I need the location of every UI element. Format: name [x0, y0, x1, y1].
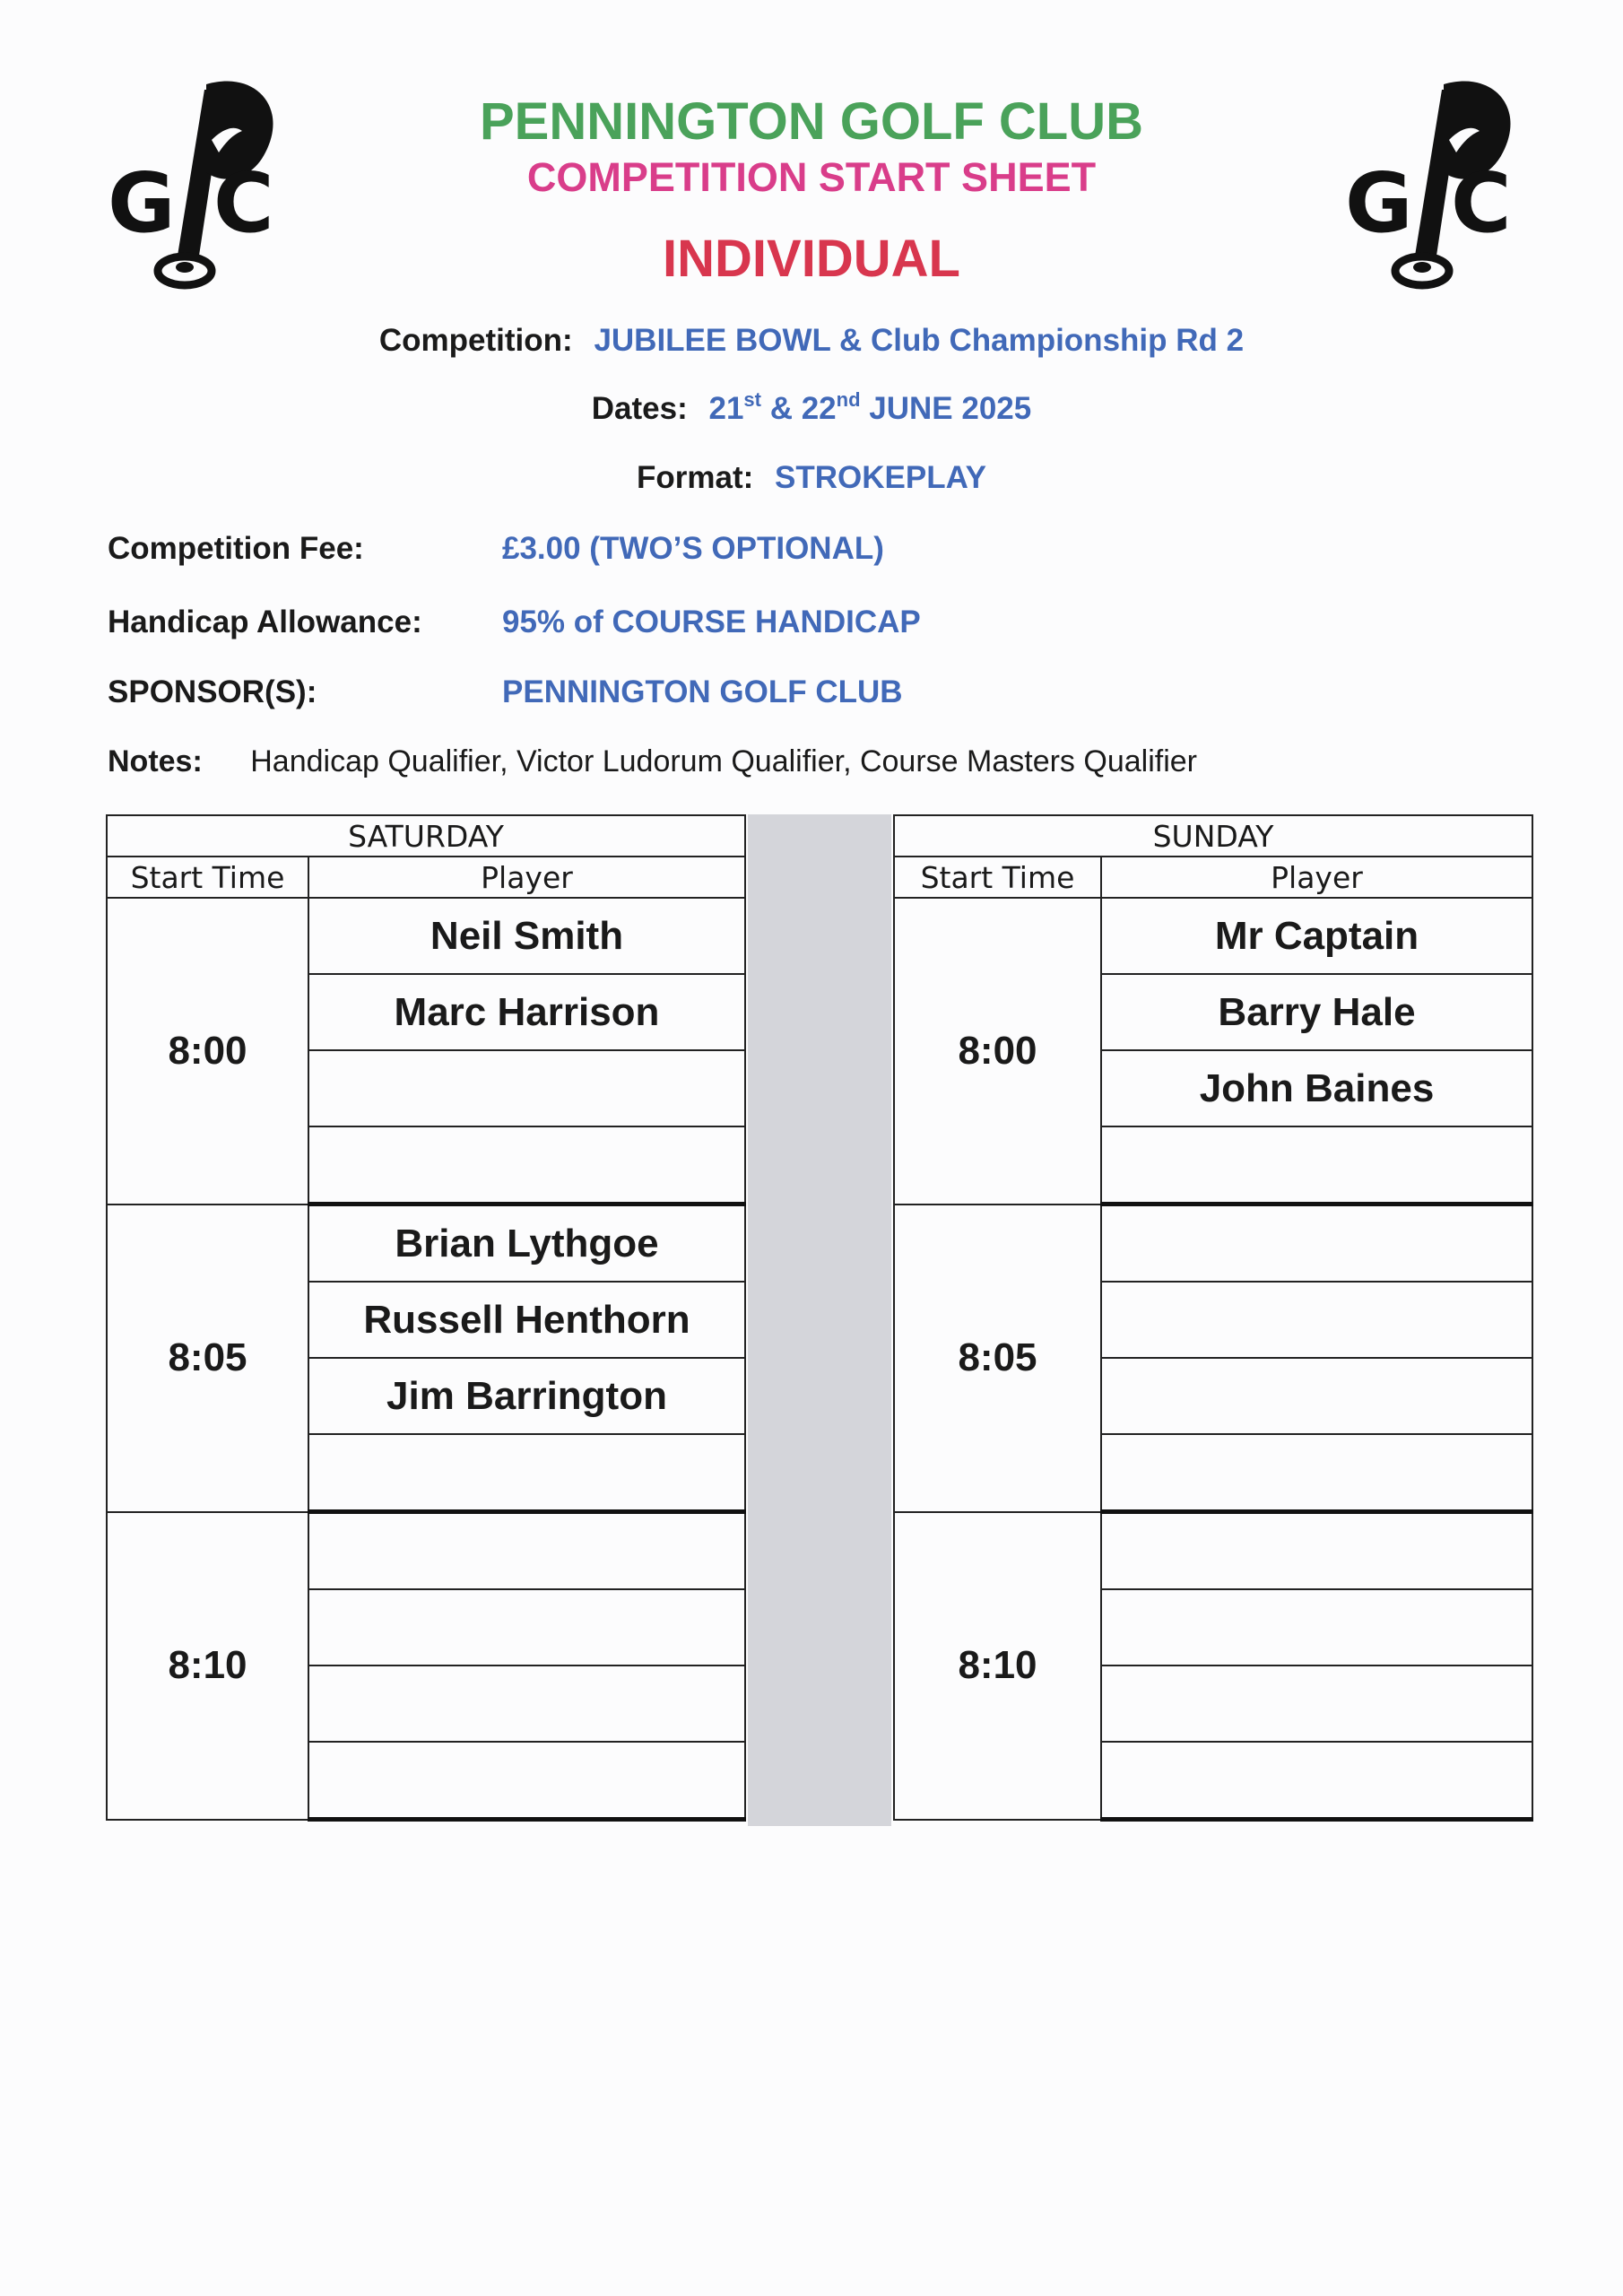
player-slot — [308, 1050, 745, 1126]
day-heading: SATURDAY — [107, 815, 745, 857]
player-slot — [1101, 1512, 1532, 1590]
format-row — [0, 460, 1623, 496]
dates-row — [0, 388, 1623, 427]
player-slot — [1101, 1665, 1532, 1742]
svg-text:G: G — [108, 155, 176, 251]
notes-label: Notes: — [108, 744, 203, 778]
player-slot — [1101, 1205, 1532, 1283]
start-time: 8:10 — [107, 1512, 308, 1820]
notes-row — [108, 744, 1197, 779]
player-slot: Barry Hale — [1101, 974, 1532, 1050]
player-slot — [1101, 1282, 1532, 1358]
fee-label: Competition Fee: — [108, 531, 364, 566]
player-slot: John Baines — [1101, 1050, 1532, 1126]
player-slot — [1101, 1126, 1532, 1205]
competition-row — [0, 323, 1623, 359]
player-slot: Mr Captain — [1101, 898, 1532, 974]
player-slot — [308, 1742, 745, 1820]
player-slot — [308, 1665, 745, 1742]
start-time: 8:00 — [894, 898, 1101, 1205]
player-slot — [1101, 1434, 1532, 1512]
sheet-type: INDIVIDUAL — [663, 230, 960, 288]
start-time: 8:05 — [107, 1205, 308, 1512]
player-slot — [308, 1126, 745, 1205]
player-slot — [308, 1434, 745, 1512]
saturday-start-table — [106, 814, 746, 1822]
dates-value: 21st & 22nd JUNE 2025 — [708, 388, 1032, 426]
player-header: Player — [308, 857, 745, 898]
player-slot: Neil Smith — [308, 898, 745, 974]
sponsor-label: SPONSOR(S): — [108, 674, 317, 709]
player-slot: Jim Barrington — [308, 1358, 745, 1434]
player-slot — [308, 1589, 745, 1665]
dates-label: Dates: — [591, 391, 688, 426]
svg-text:C: C — [1451, 155, 1512, 251]
sheet-title: COMPETITION START SHEET — [526, 154, 1097, 200]
format-label: Format: — [637, 460, 754, 495]
svg-text:C: C — [213, 155, 274, 251]
player-slot: Marc Harrison — [308, 974, 745, 1050]
start-time-header: Start Time — [894, 857, 1101, 898]
start-time-header: Start Time — [107, 857, 308, 898]
player-header: Player — [1101, 857, 1532, 898]
allowance-label: Handicap Allowance: — [108, 604, 422, 639]
notes-value: Handicap Qualifier, Victor Ludorum Qualifier, Course Masters Qualifier — [250, 744, 1197, 778]
fee-value: £3.00 (TWO’S OPTIONAL) — [502, 531, 884, 566]
sunday-start-table — [893, 814, 1533, 1822]
player-slot — [1101, 1358, 1532, 1434]
club-name: PENNINGTON GOLF CLUB — [479, 92, 1144, 151]
competition-label: Competition: — [378, 323, 573, 358]
player-slot — [1101, 1589, 1532, 1665]
player-slot — [308, 1512, 745, 1590]
start-time: 8:10 — [894, 1512, 1101, 1820]
day-heading: SUNDAY — [894, 815, 1532, 857]
sponsor-value: PENNINGTON GOLF CLUB — [502, 674, 903, 709]
player-slot: Russell Henthorn — [308, 1282, 745, 1358]
svg-text:G: G — [1345, 155, 1413, 251]
day-divider — [748, 814, 891, 1826]
player-slot — [1101, 1742, 1532, 1820]
start-time: 8:00 — [107, 898, 308, 1205]
format-value: STROKEPLAY — [775, 460, 986, 495]
allowance-value: 95% of COURSE HANDICAP — [502, 604, 921, 639]
competition-value: JUBILEE BOWL & Club Championship Rd 2 — [594, 323, 1245, 358]
start-time: 8:05 — [894, 1205, 1101, 1512]
player-slot: Brian Lythgoe — [308, 1205, 745, 1283]
